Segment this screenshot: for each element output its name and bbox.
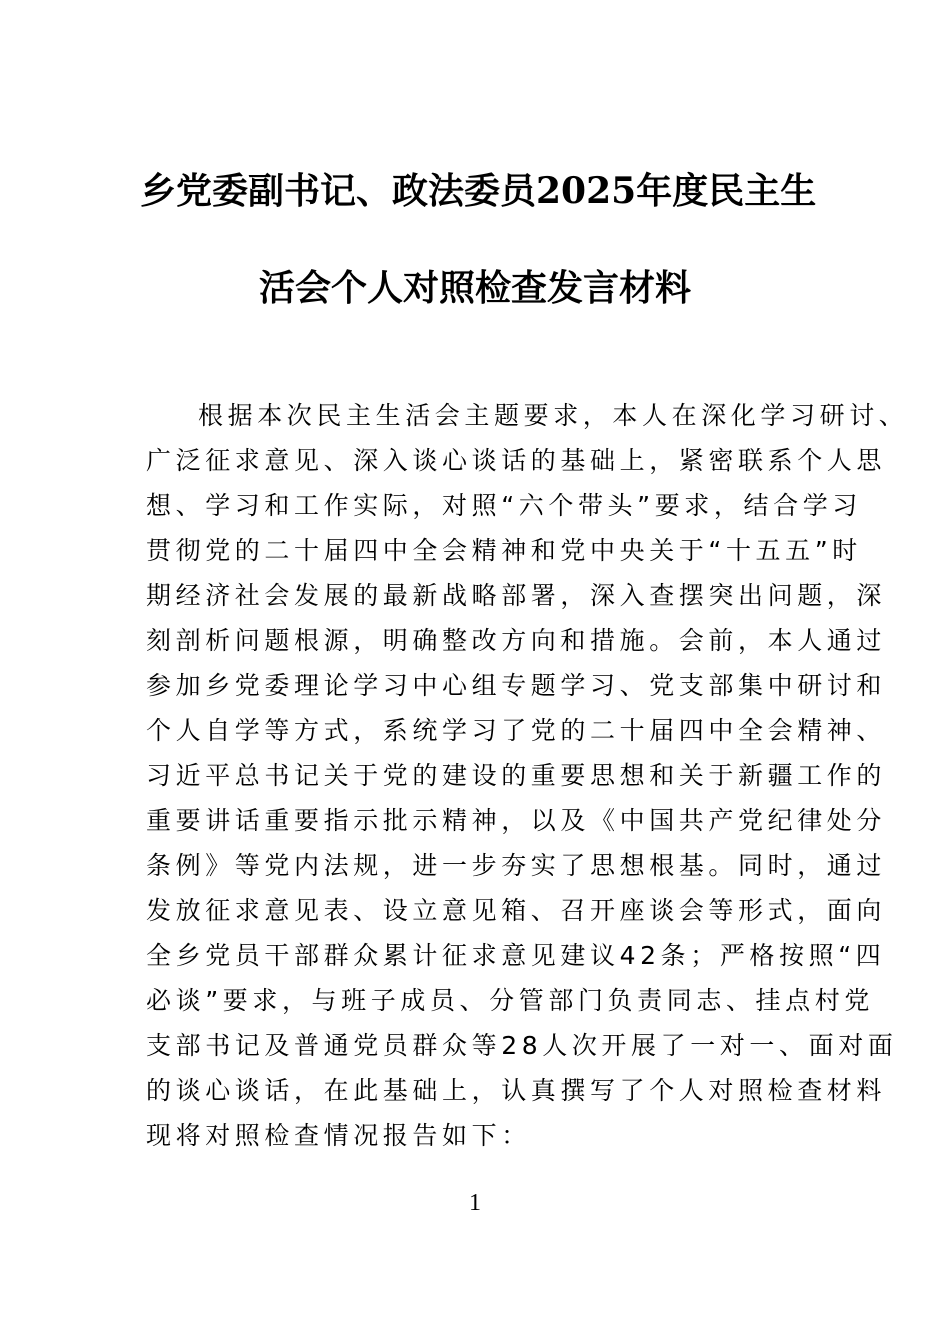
body-line-15: 支部书记及普通党员群众等28人次开展了一对一、面对面 — [146, 1031, 898, 1060]
body-line-2: 广泛征求意见、深入谈心谈话的基础上，紧密联系个人思 — [146, 446, 887, 475]
body-line-9: 习近平总书记关于党的建设的重要思想和关于新疆工作的 — [146, 761, 887, 790]
body-line-17: 现将对照检查情况报告如下： — [146, 1121, 531, 1150]
body-line-16: 的谈心谈话，在此基础上，认真撰写了个人对照检查材料 — [146, 1076, 887, 1105]
document-title-line-2: 活会个人对照检查发言材料 — [258, 267, 691, 309]
body-line-3: 想、学习和工作实际，对照“六个带头”要求，结合学习 — [146, 491, 862, 520]
body-line-5: 期经济社会发展的最新战略部署，深入查摆突出问题，深 — [146, 581, 887, 610]
body-line-4: 贯彻党的二十届四中全会精神和党中央关于“十五五”时 — [146, 536, 862, 565]
body-line-6: 刻剖析问题根源，明确整改方向和措施。会前，本人通过 — [146, 626, 887, 655]
body-line-7: 参加乡党委理论学习中心组专题学习、党支部集中研讨和 — [146, 671, 887, 700]
body-line-14: 必谈”要求，与班子成员、分管部门负责同志、挂点村党 — [146, 986, 874, 1015]
document-title-line-1: 乡党委副书记、政法委员2025年度民主生 — [140, 170, 817, 212]
body-line-13: 全乡党员干部群众累计征求意见建议42条；严格按照“四 — [146, 941, 886, 970]
body-line-1: 根据本次民主生活会主题要求，本人在深化学习研讨、 — [198, 401, 909, 430]
body-line-8: 个人自学等方式，系统学习了党的二十届四中全会精神、 — [146, 716, 887, 745]
body-paragraph — [146, 393, 909, 1158]
body-line-11: 条例》等党内法规，进一步夯实了思想根基。同时，通过 — [146, 851, 887, 880]
body-line-10: 重要讲话重要指示批示精神，以及《中国共产党纪律处分 — [146, 806, 887, 835]
page-number: 1 — [469, 1190, 481, 1216]
body-line-12: 发放征求意见表、设立意见箱、召开座谈会等形式，面向 — [146, 896, 887, 925]
